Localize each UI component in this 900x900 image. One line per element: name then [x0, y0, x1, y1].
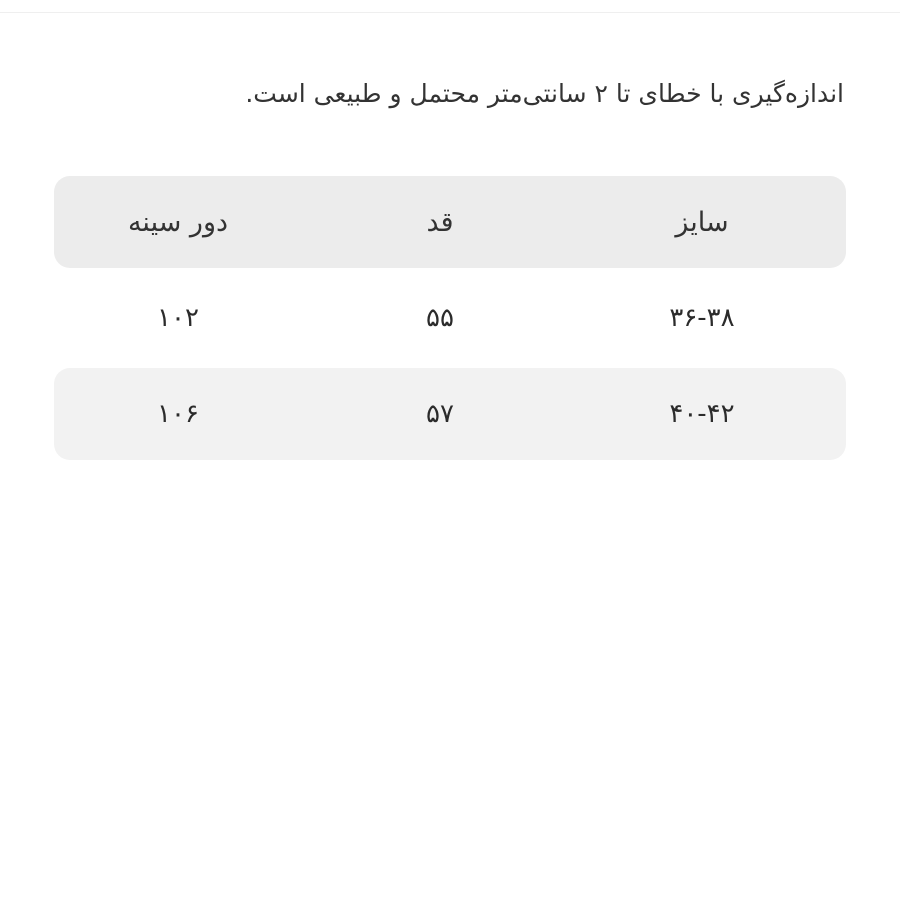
cell-height: ۵۷: [426, 399, 454, 429]
table-row: [54, 368, 846, 460]
cell-size: ۳۶-۳۸: [669, 303, 735, 333]
header-chest: دور سینه: [127, 206, 229, 238]
cell-chest: ۱۰۲: [157, 303, 199, 333]
cell-size: ۴۰-۴۲: [669, 399, 735, 429]
table-row: [54, 272, 846, 364]
table-header-row: [54, 176, 846, 268]
top-divider: [0, 12, 900, 13]
measurement-note: اندازه‌گیری با خطای تا ۲ سانتی‌متر محتمل و طبیعی است.: [245, 79, 844, 108]
cell-height: ۵۵: [426, 303, 454, 333]
cell-chest: ۱۰۶: [157, 399, 199, 429]
header-height: قد: [426, 206, 454, 238]
header-size: سایز: [675, 206, 729, 238]
size-table: [54, 176, 846, 464]
